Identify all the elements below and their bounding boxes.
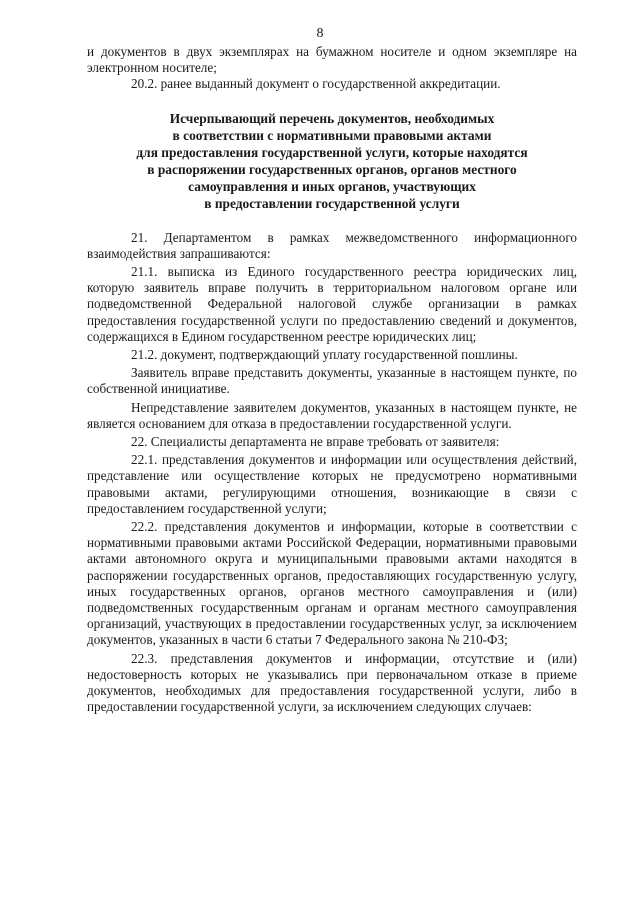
paragraph-21-2: 21.2. документ, подтверждающий уплату государственной пошлины. [131, 347, 518, 363]
heading-line: для предоставления государственной услуги, которые находятся [136, 144, 528, 160]
paragraph-22-1: 22.1. представления документов и информации или осуществления действий, представление или осуществление которых не предусмотрено нормативными правовыми актами, регулирующими отношения, возникающие в связи с предоставлением государственной услуги; [87, 452, 577, 516]
paragraph-22-2: 22.2. представления документов и информации, которые в соответствии с нормативными правовыми актами Российской Федерации, нормативными правовыми актами автономного округа и муниципальными правовыми актами находятся в распоряжении государственных органов, предоставляющих государственную услугу, иных государственных органов, органов местного самоуправления и (или) подведомственных государственным органам и органам местного самоуправления организаций, участвующих в предоставлении государственных услуг, за исключением документов, указанных в части 6 статьи 7 Федерального закона № 210-ФЗ; [87, 519, 577, 648]
section-heading [87, 110, 577, 212]
paragraph-non-submission: Непредставление заявителем документов, указанных в настоящем пункте, не является основанием для отказа в предоставлении государственной услуги. [87, 399, 577, 431]
heading-line: самоуправления и иных органов, участвующих [188, 178, 476, 194]
paragraph-applicant-right: Заявитель вправе представить документы, указанные в настоящем пункте, по собственной инициативе. [87, 365, 577, 397]
heading-line: в соответствии с нормативными правовыми актами [172, 127, 492, 143]
heading-line: Исчерпывающий перечень документов, необходимых [169, 110, 495, 126]
page-number: 8 [316, 26, 324, 41]
paragraph-22-3: 22.3. представления документов и информации, отсутствие и (или) недостоверность которых не указывались при первоначальном отказе в приеме документов, необходимых для предоставления государственной услуги, либо в предоставлении государственной услуги, за исключением следующих случаев: [87, 650, 577, 715]
paragraph-21-1: 21.1. выписка из Единого государственного реестра юридических лиц, которую заявитель вправе получить в территориальном налоговом органе или подведомственной Федеральной налоговой службе организации в рамках предоставления государственной услуги по предоставлению сведений и документов, содержащихся в Едином государственном реестре юридических лиц; [87, 264, 577, 344]
heading-line: в предоставлении государственной услуги [204, 195, 460, 211]
document-body [87, 44, 577, 718]
paragraph-20-2: 20.2. ранее выданный документ о государственной аккредитации. [131, 76, 501, 92]
heading-line: в распоряжении государственных органов, органов местного [147, 161, 517, 177]
paragraph-21: 21. Департаментом в рамках межведомственного информационного взаимодействия запрашиваются: [87, 229, 577, 261]
paragraph-continuation: и документов в двух экземплярах на бумажном носителе и одном экземпляре на электронном носителе; [87, 44, 577, 76]
paragraph-22: 22. Специалисты департамента не вправе требовать от заявителя: [131, 434, 500, 450]
